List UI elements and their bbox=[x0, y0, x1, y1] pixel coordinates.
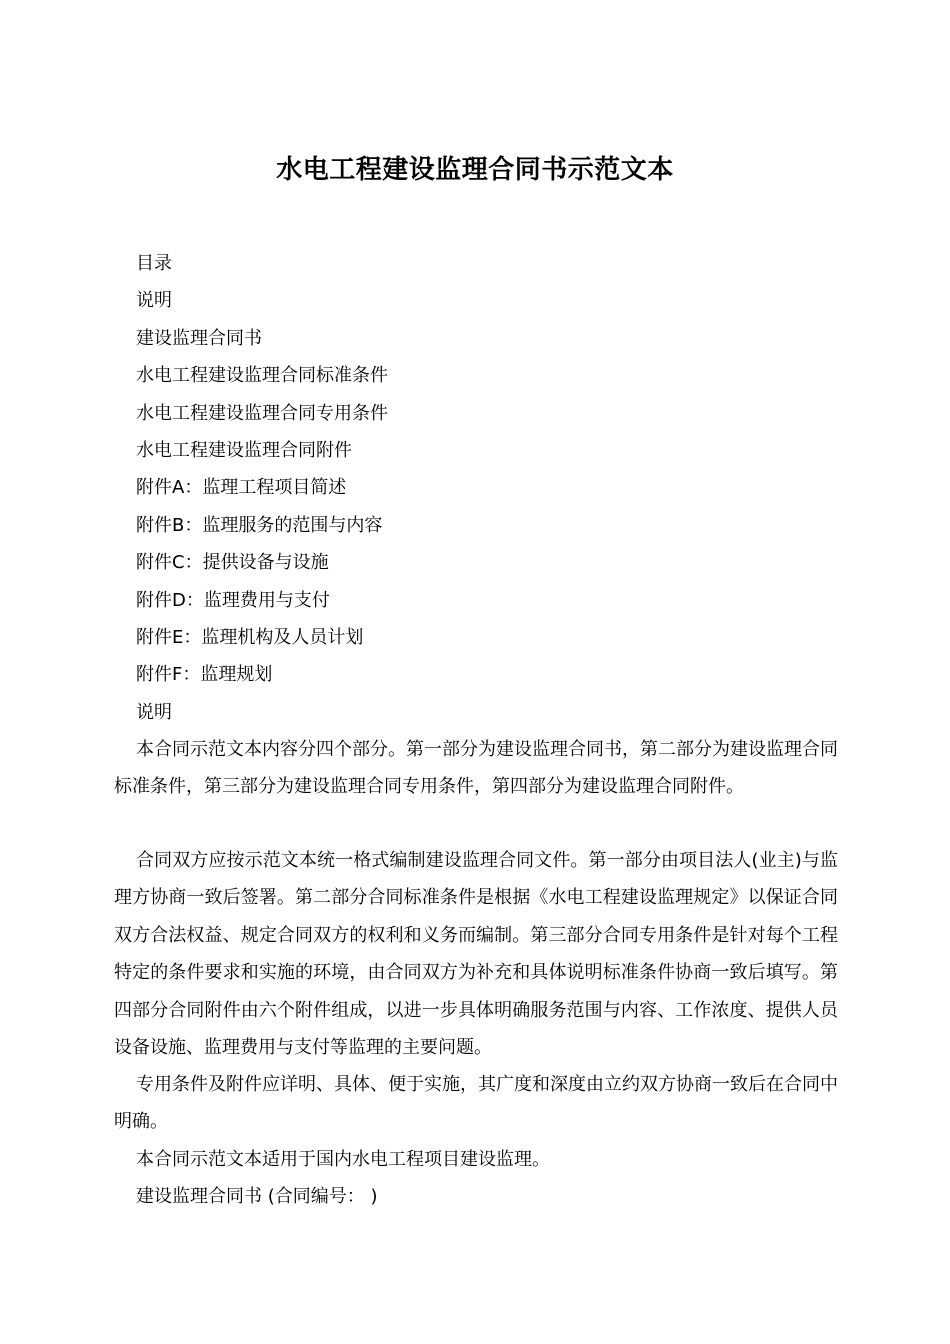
body-paragraph: 本合同示范文本内容分四个部分。第一部分为建设监理合同书，第二部分为建设监理合同标准条件，第三部分为建设监理合同专用条件，第四部分为建设监理合同附件。 bbox=[114, 739, 838, 798]
toc-heading: 目录 bbox=[136, 253, 172, 274]
toc-item-attachment-a: 附件A：监理工程项目简述 bbox=[136, 477, 347, 499]
toc-item-attachment-c: 附件C：提供设备与设施 bbox=[136, 552, 329, 574]
toc-item-attachments: 水电工程建设监理合同附件 bbox=[136, 439, 352, 461]
document-title: 水电工程建设监理合同书示范文本 bbox=[276, 155, 674, 186]
toc-item-attachment-b: 附件B：监理服务的范围与内容 bbox=[136, 514, 383, 536]
toc-item-contract: 建设监理合同书 bbox=[136, 327, 262, 349]
toc-item-explanation: 说明 bbox=[136, 290, 172, 312]
toc-item-attachment-f: 附件F：监理规划 bbox=[136, 664, 273, 686]
toc-item-special-conditions: 水电工程建设监理合同专用条件 bbox=[136, 402, 388, 424]
section-heading-explanation: 说明 bbox=[136, 701, 172, 723]
contract-heading: 建设监理合同书 (合同编号： ) bbox=[136, 1186, 378, 1207]
body-paragraph: 专用条件及附件应详明、具体、便于实施，其广度和深度由立约双方协商一致后在合同中明确。 bbox=[114, 1074, 838, 1133]
toc-item-standard-conditions: 水电工程建设监理合同标准条件 bbox=[136, 365, 388, 387]
body-paragraph: 合同双方应按示范文本统一格式编制建设监理合同文件。第一部分由项目法人(业主)与监理方协商一致后签署。第二部分合同标准条件是根据《水电工程建设监理规定》以保证合同双方合法权益、规定合同双方的权利和义务而编制。第三部分合同专用条件是针对每个工程特定的条件要求和实施的环境，由合同双方为补充和具体说明标准条件协商一致后填写。第四部分合同附件由六个附件组成，以进一步具体明确服务范围与内容、工作浓度、提供人员设备设施、监理费用与支付等监理的主要问题。 bbox=[114, 850, 838, 1059]
toc-item-attachment-d: 附件D：监理费用与支付 bbox=[136, 589, 330, 611]
toc-item-attachment-e: 附件E：监理机构及人员计划 bbox=[136, 626, 364, 648]
body-paragraph: 本合同示范文本适用于国内水电工程项目建设监理。 bbox=[136, 1149, 550, 1170]
table-of-contents bbox=[136, 245, 836, 731]
